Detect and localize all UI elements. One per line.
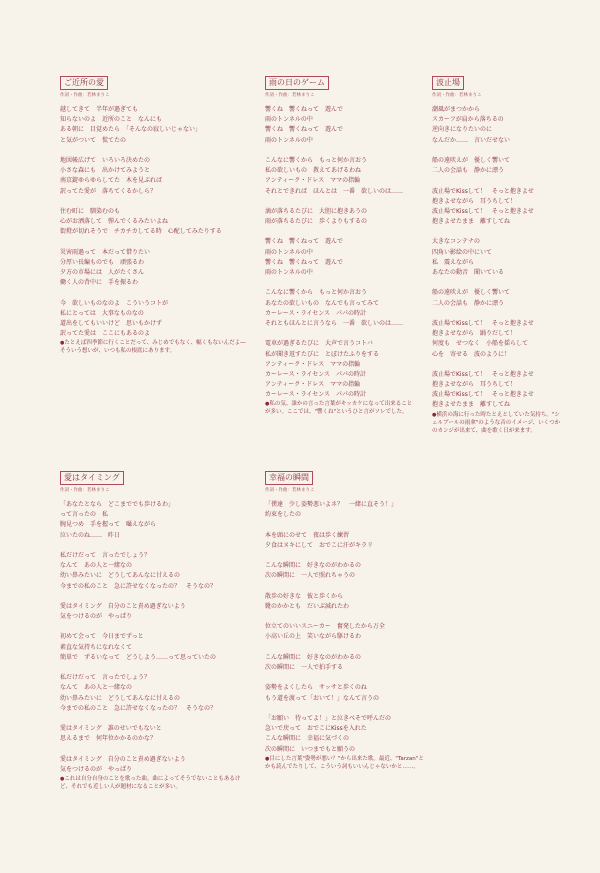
- lyric-line: あなたの欲しいもの なんでも言ってみて: [265, 299, 380, 307]
- stanza-gap: [432, 227, 564, 237]
- stanza-gap: [265, 278, 415, 288]
- song-block: [432, 70, 564, 435]
- lyric-line: 思えるまで 何年位かかるのかな？: [60, 735, 157, 743]
- lyric-line: 心がお洒落して 弾んでくるみたいよね: [60, 218, 169, 226]
- lyric-line: 「お願い 待ってよ！」と泣きべそで呼んだの: [265, 714, 392, 722]
- song-title: 幸福の瞬間: [265, 471, 313, 485]
- lyric-line: 波止場でKissして！ そっと抱きよせ: [432, 319, 534, 327]
- stanza-gap: [60, 663, 250, 673]
- lyric-line: 訳ってた愛が 落ちてくるかしら？: [60, 187, 156, 195]
- song-note-text: 横浜の海に行った時たとえとしていた気持ち。"シェルブールの雨傘"のような音のイメージ、いくつかのカンジが出来て、曲を歌く日が来ます。: [432, 411, 561, 434]
- lyric-line: 電車が過ぎるたびに 大声で言うコトバ: [265, 340, 373, 348]
- lyric-line: 私が聞き返すたびに とぼけたふりをする: [265, 350, 380, 358]
- stanza-gap: [265, 673, 425, 683]
- lyric-line: 今までの私のこと 急に許せなくなったの？ そうなの？: [60, 582, 217, 590]
- lyric-line: こんなに響くから もっと何か言おう: [265, 289, 368, 297]
- song-note: ●目にした言葉"姿勢が悪い？"から出来た歌。最近、"Tarzan"とかも読んでたりして、こういう詞もいいんじゃないかと……。: [265, 755, 424, 770]
- lyric-line: 響くね 響くねって 遊んで: [265, 258, 344, 266]
- stanza-gap: [60, 197, 250, 207]
- stanza-gap: [60, 622, 250, 632]
- lyric-line: 「あなたとなら どこまででも歩けるわ」: [60, 501, 175, 508]
- stanza-gap: [60, 237, 250, 247]
- lyric-line: 初めて会って 今日までずっと: [60, 633, 144, 641]
- lyric-line: 私にとっては 大事なものなの: [60, 309, 144, 317]
- stanza-gap: [265, 643, 425, 653]
- stanza-gap: [265, 582, 425, 592]
- song-title: 雨の日のゲーム: [265, 76, 329, 90]
- stanza-gap: [265, 329, 415, 339]
- lyric-line: 分厚い長編ものでも 頑張るわ: [60, 258, 145, 266]
- song-note-text: 私の気、誰かの言った言葉がキッカケになって出来ることが多い。ここでは、"響くね"というひと言がソレでした。: [265, 401, 413, 416]
- song-credit: 作詞・作曲：若林まりこ: [60, 488, 110, 493]
- lyric-line: 住む町に 馴染むのも: [60, 207, 121, 215]
- song-lyrics: [265, 105, 415, 400]
- lyric-line: もう道を渡って「おいて！」なんて言うの: [265, 694, 380, 702]
- lyric-line: 道出をしてもいいけど 思いもかけず: [60, 319, 163, 327]
- song-credit: 作詞・作曲：若林まりこ: [265, 488, 315, 493]
- lyric-line: 腕見つめ 手を握って 囁えながら: [60, 521, 157, 529]
- lyric-line: 抱きよせたまま 離すしてね: [432, 401, 511, 409]
- lyric-line: 響くね 響くねって 遊んで: [265, 106, 344, 113]
- song-credit: 作詞・作曲：若林まりこ: [432, 93, 482, 98]
- lyric-line: 雨のトンネルの中: [265, 116, 313, 124]
- lyric-line: 四角い影絵の中にいて: [432, 248, 493, 256]
- lyric-line: アンティーク・ドレス ママの指輪: [265, 381, 361, 389]
- song-lyrics: [60, 500, 250, 775]
- lyric-line: 船の遠吠えが 優しく響いて: [432, 289, 511, 297]
- lyric-line: 雨のトンネルの中: [265, 136, 313, 144]
- song-block: [60, 465, 250, 791]
- lyric-line: 何度も せつなく 小船を揺らして: [432, 340, 529, 348]
- stanza-gap: [432, 176, 564, 186]
- lyric-line: 私だけだって 言ったでしょう？: [60, 674, 151, 682]
- lyric-line: あなたの動音 聞いている: [432, 269, 505, 276]
- lyric-line: アンティーク・ドレス ママの指輪: [265, 360, 361, 368]
- stanza-gap: [265, 146, 415, 156]
- lyric-line: 災害雨過って 本だって借りたい: [60, 248, 151, 256]
- lyric-line: 約束をしたの: [265, 511, 302, 519]
- lyric-line: 地図帳広げて いろいろ決めたの: [60, 156, 151, 164]
- stanza-gap: [265, 197, 415, 207]
- lyric-line: 夕方の市場には 人がたくさん: [60, 269, 145, 276]
- song-title: ご近所の愛: [60, 76, 108, 90]
- lyric-line: 散歩の好きな 彼と歩くから: [265, 592, 344, 600]
- lyric-line: 波止場でKissして！ そっと抱きよせ: [432, 207, 534, 215]
- song-title: 波止場: [432, 76, 464, 90]
- lyric-line: って言ったの 私: [60, 511, 109, 519]
- lyric-line: 心を 寄せる 波のように！: [432, 350, 511, 358]
- song-lyrics: [432, 105, 564, 411]
- stanza-gap: [265, 551, 425, 561]
- song-note: ●横浜の海に行った時たとえとしていた気持ち。"シェルブールの雨傘"のような音のイメージ、いくつかのカンジが出来て、曲を歌く日が来ます。: [432, 411, 561, 434]
- lyric-line: 波止場でKissして！ そっと抱きよせ: [432, 370, 534, 378]
- song-note: ●私の気、誰かの言った言葉がキッカケになって出来ることが多い。ここでは、"響くね"というひと言がソレでした。: [265, 401, 413, 416]
- lyric-line: 靴のかかとも だいぶ減れたわ: [265, 602, 350, 610]
- lyric-line: 位立てのいいスニーカー 奮発したから万全: [265, 623, 385, 631]
- stanza-gap: [60, 745, 250, 755]
- lyric-line: 抱きよせたまま 離すしてね: [432, 218, 511, 226]
- lyric-line: 私だけだって 言ったでしょう？: [60, 551, 151, 559]
- lyric-line: 急いで戻って おでこにKissを入れた: [265, 725, 367, 733]
- stanza-gap: [265, 520, 425, 530]
- lyric-line: なんだか…… 言いだせない: [432, 136, 511, 144]
- song-note-text: 目にした言葉"姿勢が悪い？"から出来た歌。最近、"Tarzan"とかも読んでたりして、こういう詞もいいんじゃないかと……。: [265, 755, 424, 770]
- lyric-line: カーレース・ライセンス パパの時計: [265, 309, 367, 317]
- lyric-line: 響くね 響くねって 遊んで: [265, 238, 344, 246]
- stanza-gap: [432, 309, 564, 319]
- stanza-gap: [60, 146, 250, 156]
- song-note: ●これは自分自身のことを歌った曲。曲によってそうでないこともあるけど、それでも近しい人が題材になることが多い。: [60, 776, 241, 791]
- lyric-line: それともほんとに言うなら 一番 欲しいのは……: [265, 319, 404, 327]
- lyric-line: 本を頭にのせて 夜は歩く練習: [265, 531, 350, 539]
- lyric-line: それとできれば ほんとは 一番 欲しいのは……: [265, 187, 404, 195]
- stanza-gap: [60, 592, 250, 602]
- lyric-line: 二人の会話も 静かに漂う: [432, 167, 505, 175]
- lyric-line: 抱きよせながら 耳うちして！: [432, 197, 517, 205]
- lyric-line: 働く人の背中に 手を振るわ: [60, 279, 139, 287]
- song-note-text: たとえば四季節に行くことだって、みじめでもなく、幅くもないんだよ―そういう想いが、いつも私の根底にあります。: [60, 340, 246, 355]
- song-note-text: これは自分自身のことを歌った曲。曲によってそうでないこともあるけど、それでも近しい人が題材になることが多い。: [60, 776, 241, 791]
- lyric-line: 小さな森にも 出かけてみようと: [60, 167, 151, 175]
- stanza-gap: [60, 714, 250, 724]
- song-credit: 作詞・作曲：若林まりこ: [60, 93, 110, 98]
- lyric-line: 滴が落ちるたびに 大胆に抱きあうの: [265, 207, 368, 215]
- lyric-line: 船の遠吠えが 優しく響いて: [432, 156, 511, 164]
- lyric-line: 波止場でKissして！ そっと抱きよせ: [432, 187, 534, 195]
- song-title: 愛はタイミング: [60, 471, 124, 485]
- lyric-line: 次の瞬間に いつまでもと願うの: [265, 745, 356, 753]
- lyric-line: こんなに響くから もっと何か言おう: [265, 156, 368, 164]
- lyric-line: 次の瞬間に 一人で照れちゃうの: [265, 572, 356, 580]
- lyric-line: 雨が落ちるたびに 歩くよりもするの: [265, 218, 368, 226]
- stanza-gap: [432, 146, 564, 156]
- lyric-line: 気をつけるのが やっぱり: [60, 613, 133, 621]
- lyric-line: 知らないのよ 近所のこと なんにも: [60, 116, 163, 124]
- stanza-gap: [432, 278, 564, 288]
- lyric-line: 幼い鼻みたいに どうしてあんなに甘えるの: [60, 572, 181, 580]
- lyric-line: 南京錠ゆらゆらしてた 木を見ぶれば: [60, 177, 163, 185]
- lyric-line: 素直な気持ちになれなくて: [60, 643, 133, 651]
- lyric-line: 越してきて 半年が過ぎても: [60, 106, 139, 113]
- lyric-line: カーレース・ライセンス パパの時計: [265, 391, 367, 399]
- lyric-line: カーレース・ライセンス パパの時計: [265, 370, 367, 378]
- lyric-line: 大きなコンテナの: [432, 238, 481, 246]
- lyric-line: 雨のトンネルの中: [265, 269, 313, 276]
- lyric-line: 夕食はヌキにして おでこに汗がキラリ: [265, 541, 373, 549]
- song-lyrics: [60, 105, 250, 339]
- song-lyrics: [265, 500, 425, 755]
- lyric-line: 気をつけるのが やっぱり: [60, 765, 133, 773]
- lyric-line: 簡単で ずるいなって どうしよう……って思っていたの: [60, 653, 217, 661]
- lyric-line: 私 震えながら: [432, 258, 475, 266]
- lyric-line: 今までの私のこと 急に許せなくなったの？ そうなの？: [60, 704, 217, 712]
- song-note: ●たとえば四季節に行くことだって、みじめでもなく、幅くもないんだよ―そういう想いが、いつも私の根底にあります。: [60, 340, 246, 355]
- song-block: [265, 465, 425, 771]
- stanza-gap: [60, 288, 250, 298]
- lyric-line: なんて あの人と一緒なの: [60, 684, 133, 692]
- lyric-line: 響くね 響くねって 遊んで: [265, 126, 344, 134]
- lyric-line: と気がついて 慌てたの: [60, 136, 127, 144]
- stanza-gap: [60, 541, 250, 551]
- lyric-line: スカーフが肩から落ちるの: [432, 116, 504, 124]
- lyric-line: 泣いたのね…… 昨日: [60, 531, 121, 539]
- lyric-line: 街燈が切れそうで チカチカしてる時 心配してみたりする: [60, 228, 222, 236]
- lyric-line: なんて あの人と一緒なの: [60, 562, 133, 570]
- stanza-gap: [265, 612, 425, 622]
- stanza-gap: [265, 227, 415, 237]
- lyric-line: 波止場でKissして！ そっと抱きよせ: [432, 391, 534, 399]
- lyric-line: こんな瞬間に 好きなのがわかるの: [265, 653, 362, 661]
- lyric-line: 小高い丘の上 笑いながら駆けるわ: [265, 633, 362, 641]
- lyric-line: 「僕達 少し姿勢悪いよネ？ 一緒に直そう！」: [265, 501, 398, 508]
- lyric-line: 愛はタイミング 自分のこと責め過ぎないよう: [60, 602, 186, 610]
- lyric-line: 今 欲しいものなのよ こういうコトが: [60, 299, 169, 307]
- stanza-gap: [432, 360, 564, 370]
- song-block: [265, 70, 415, 416]
- lyric-line: 訳ってた愛は ここにもあるのよ: [60, 330, 151, 338]
- lyric-line: 私の欲しいもの 教えてあげるわね: [265, 167, 362, 175]
- lyric-line: 抱きよせながら 耳うちして！: [432, 381, 517, 389]
- lyric-line: こんな瞬間に 好きなのがわかるの: [265, 562, 362, 570]
- lyric-line: 幼い鼻みたいに どうしてあんなに甘えるの: [60, 694, 181, 702]
- song-credit: 作詞・作曲：若林まりこ: [265, 93, 315, 98]
- lyric-line: 次の瞬間に 一人で拍手する: [265, 664, 344, 671]
- lyric-line: アンティーク・ドレス ママの指輪: [265, 177, 361, 185]
- lyric-line: 潮風がまつかから: [432, 106, 481, 113]
- lyric-line: 愛はタイミング 誰のせいでもないと: [60, 725, 162, 733]
- lyric-line: 抱きよせながら 踊りだして！: [432, 330, 517, 338]
- lyric-line: こんな瞬間に 幸福に気づくの: [265, 735, 350, 743]
- lyric-line: 姿勢をよくしたら サッサと歩くのね: [265, 684, 367, 692]
- lyric-line: 愛はタイミング 自分のこと責め過ぎないよう: [60, 755, 186, 763]
- lyric-line: 逆向きになりたいのに: [432, 126, 493, 134]
- song-block: [60, 70, 250, 355]
- lyric-line: ある朝に 目覚めたら 「そんなの寂しいじゃない」: [60, 126, 202, 134]
- stanza-gap: [265, 704, 425, 714]
- lyric-line: 二人の会話も 静かに漂う: [432, 299, 505, 307]
- lyric-line: 雨のトンネルの中: [265, 248, 313, 256]
